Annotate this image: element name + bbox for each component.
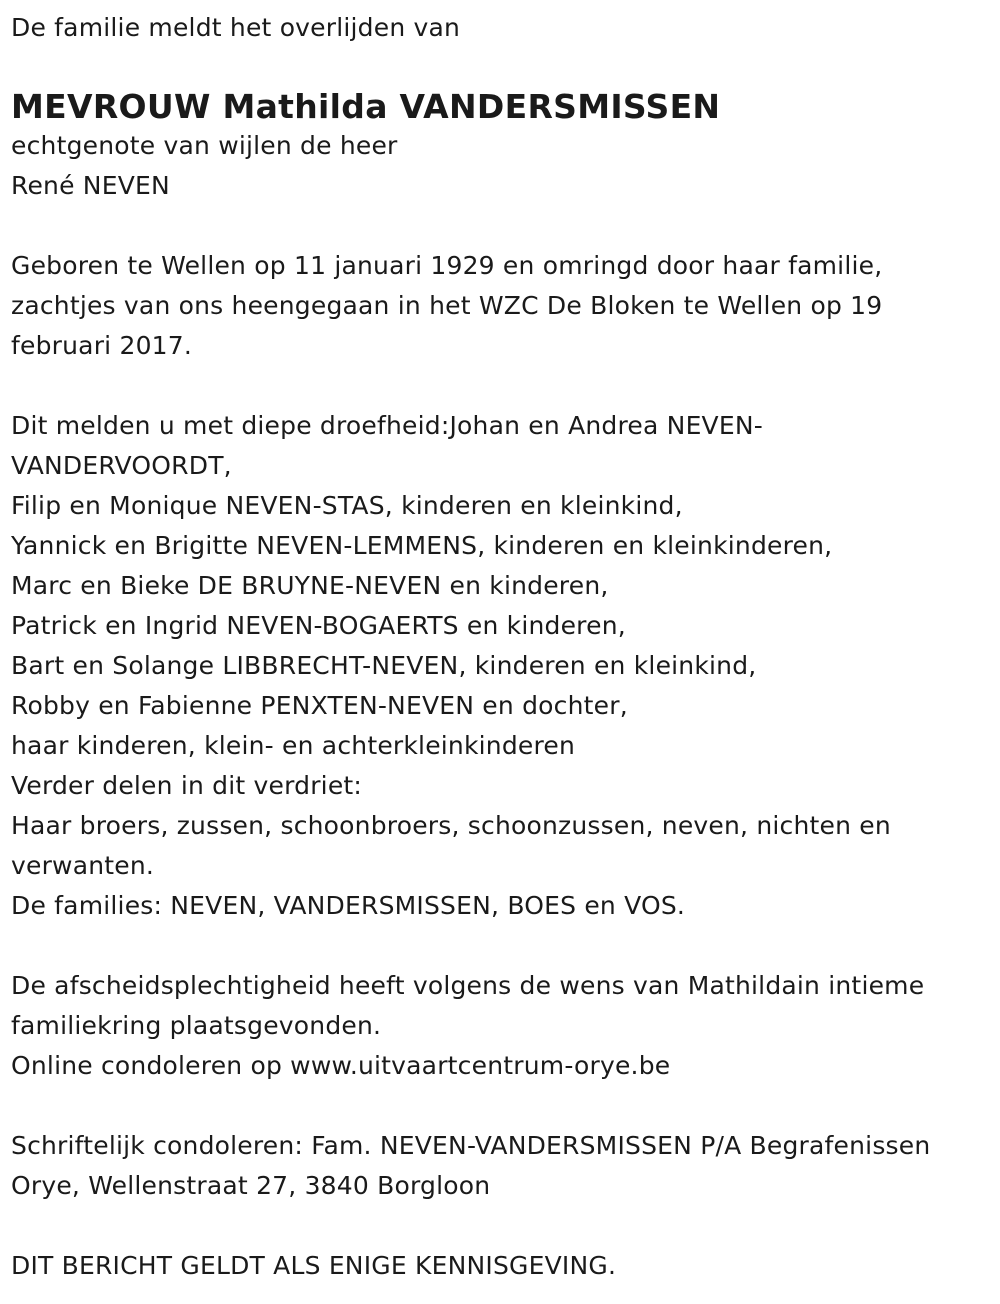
spacer xyxy=(11,206,989,246)
mourner-line: Dit melden u met diepe droefheid:Johan en Andrea NEVEN- xyxy=(11,411,763,440)
notice-text: DIT BERICHT GELDT ALS ENIGE KENNISGEVING. xyxy=(11,1251,617,1280)
mourner-line: VANDERVOORDT, xyxy=(11,451,232,480)
written-condolence-line: Orye, Wellenstraat 27, 3840 Borgloon xyxy=(11,1171,491,1200)
spouse-line: René NEVEN xyxy=(11,171,170,200)
spouse-line: echtgenote van wijlen de heer xyxy=(11,131,398,160)
birth-line: zachtjes van ons heengegaan in het WZC De Bloken te Wellen op 19 xyxy=(11,291,883,320)
mourner-line: verwanten. xyxy=(11,851,155,880)
mourner-line: De families: NEVEN, VANDERSMISSEN, BOES en VOS. xyxy=(11,891,686,920)
birth-section xyxy=(11,246,989,366)
mourner-line: Yannick en Brigitte NEVEN-LEMMENS, kinderen en kleinkinderen, xyxy=(11,531,833,560)
intro-text: De familie meldt het overlijden van xyxy=(11,13,461,42)
spacer xyxy=(11,366,989,406)
ceremony-section xyxy=(11,966,989,1086)
spouse-section xyxy=(11,126,989,206)
mourner-line: Bart en Solange LIBBRECHT-NEVEN, kinderen en kleinkind, xyxy=(11,651,757,680)
mourner-line: Marc en Bieke DE BRUYNE-NEVEN en kinderen, xyxy=(11,571,609,600)
mourner-line: Robby en Fabienne PENXTEN-NEVEN en dochter, xyxy=(11,691,628,720)
spacer xyxy=(11,1086,989,1126)
deceased-name: MEVROUW Mathilda VANDERSMISSEN xyxy=(11,87,721,126)
ceremony-line: De afscheidsplechtigheid heeft volgens de wens van Mathildain intieme xyxy=(11,971,925,1000)
written-condolences-section xyxy=(11,1126,989,1206)
mourner-line: Filip en Monique NEVEN-STAS, kinderen en kleinkind, xyxy=(11,491,683,520)
mourner-line: haar kinderen, klein- en achterkleinkinderen xyxy=(11,731,576,760)
mourner-line: Verder delen in dit verdriet: xyxy=(11,771,363,800)
birth-line: februari 2017. xyxy=(11,331,193,360)
ceremony-line: familiekring plaatsgevonden. xyxy=(11,1011,382,1040)
spacer xyxy=(11,926,989,966)
written-condolence-line: Schriftelijk condoleren: Fam. NEVEN-VANDERSMISSEN P/A Begrafenissen xyxy=(11,1131,931,1160)
mourners-section xyxy=(11,406,989,926)
mourner-line: Patrick en Ingrid NEVEN-BOGAERTS en kinderen, xyxy=(11,611,626,640)
spacer xyxy=(11,1206,989,1246)
mourner-line: Haar broers, zussen, schoonbroers, schoonzussen, neven, nichten en xyxy=(11,811,891,840)
online-condolence-line: Online condoleren op www.uitvaartcentrum-orye.be xyxy=(11,1051,671,1080)
birth-line: Geboren te Wellen op 11 januari 1929 en omringd door haar familie, xyxy=(11,251,883,280)
